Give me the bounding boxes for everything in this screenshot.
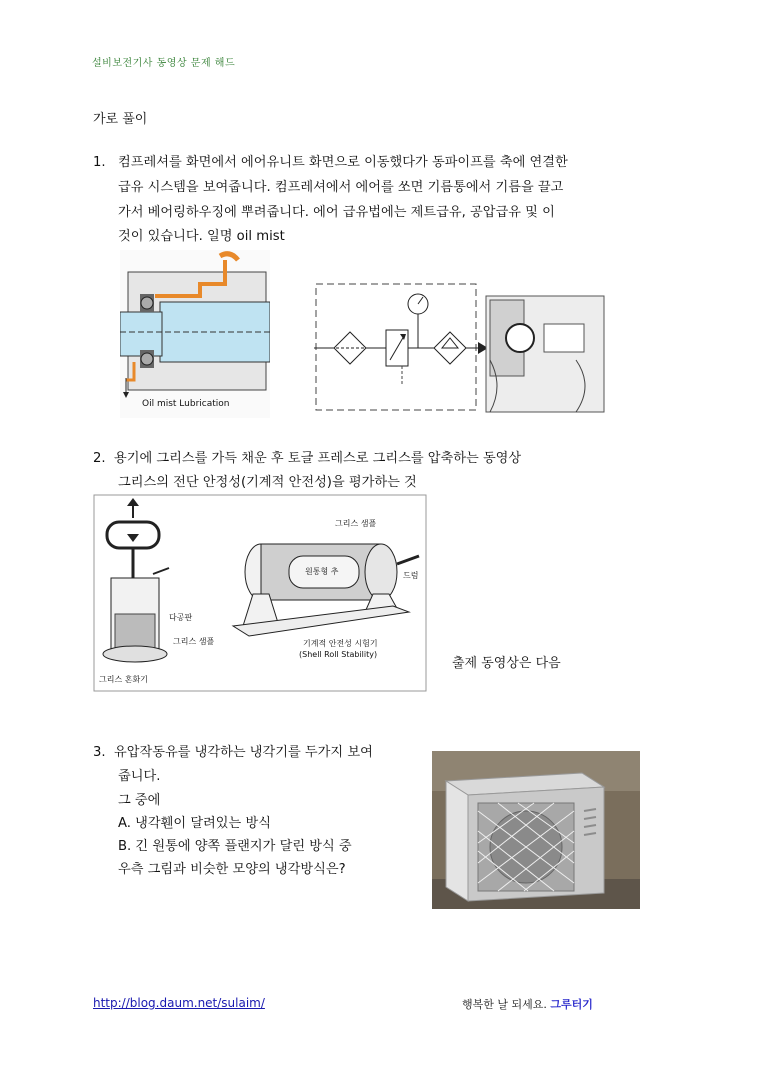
q3-line-2: 줍니다. [118, 769, 161, 784]
air-unit-schematic [314, 276, 606, 414]
q3-line-5: B. 긴 원통에 양쪽 플랜지가 달린 방식 중 [118, 839, 352, 854]
q3-line-1: 유압작동유를 냉각하는 냉각기를 두가지 보여 [114, 745, 373, 760]
oil-mist-label: Oil mist Lubrication [142, 399, 230, 409]
label-sample-right: 그리스 샘플 [335, 519, 377, 528]
label-roller: 원통형 추 [305, 567, 339, 576]
q3-line-4: A. 냉각휀이 달려있는 방식 [118, 816, 271, 831]
blog-link[interactable]: http://blog.daum.net/sulaim/ [93, 996, 265, 1010]
q2-side-caption: 출제 동영상은 다음 [452, 656, 561, 671]
q1-line-3: 가서 베어링하우징에 뿌려줍니다. 에어 급유법에는 제트급유, 공압급유 및 이 [118, 205, 555, 220]
label-mixer: 그리스 혼화기 [99, 675, 148, 684]
footer-signature [462, 996, 593, 1012]
label-sample-left: 그리스 샘플 [173, 637, 215, 646]
q2-line-1: 용기에 그리스를 가득 채운 후 토글 프레스로 그리스를 압축하는 동영상 [114, 451, 522, 466]
footer-sign-text: 행복한 날 되세요. [462, 998, 547, 1011]
q3-line-3: 그 중에 [118, 793, 161, 808]
q1-number: 1. [93, 155, 106, 170]
section-title: 가로 풀이 [93, 112, 148, 127]
label-tester-ko: 기계적 안전성 시험기 [303, 639, 378, 648]
label-tester-en: (Shell Roll Stability) [299, 650, 378, 659]
cooler-photo [432, 751, 640, 909]
q1-line-2: 급유 시스템을 보여줍니다. 컴프레셔에서 에어를 쏘면 기름통에서 기름을 끌고 [118, 180, 564, 195]
label-drum: 드럼 [403, 571, 419, 580]
label-perforated: 다공판 [169, 613, 193, 622]
q2-number: 2. [93, 451, 106, 466]
oil-mist-bearing-diagram [120, 250, 270, 418]
q3-line-6: 우측 그림과 비슷한 모양의 냉각방식은? [118, 862, 346, 877]
q1-line-1: 컴프레셔를 화면에서 에어유니트 화면으로 이동했다가 동파이프를 축에 연결한 [118, 155, 568, 170]
footer-brand: 그루터기 [550, 998, 593, 1011]
grease-test-diagram [93, 494, 427, 692]
q2-line-2: 그리스의 전단 안정성(기계적 안전성)을 평가하는 것 [118, 475, 417, 490]
q3-number: 3. [93, 745, 106, 760]
document-header: 설비보전기사 동영상 문제 해드 [92, 58, 236, 69]
q1-line-4: 것이 있습니다. 일명 oil mist [118, 229, 285, 244]
